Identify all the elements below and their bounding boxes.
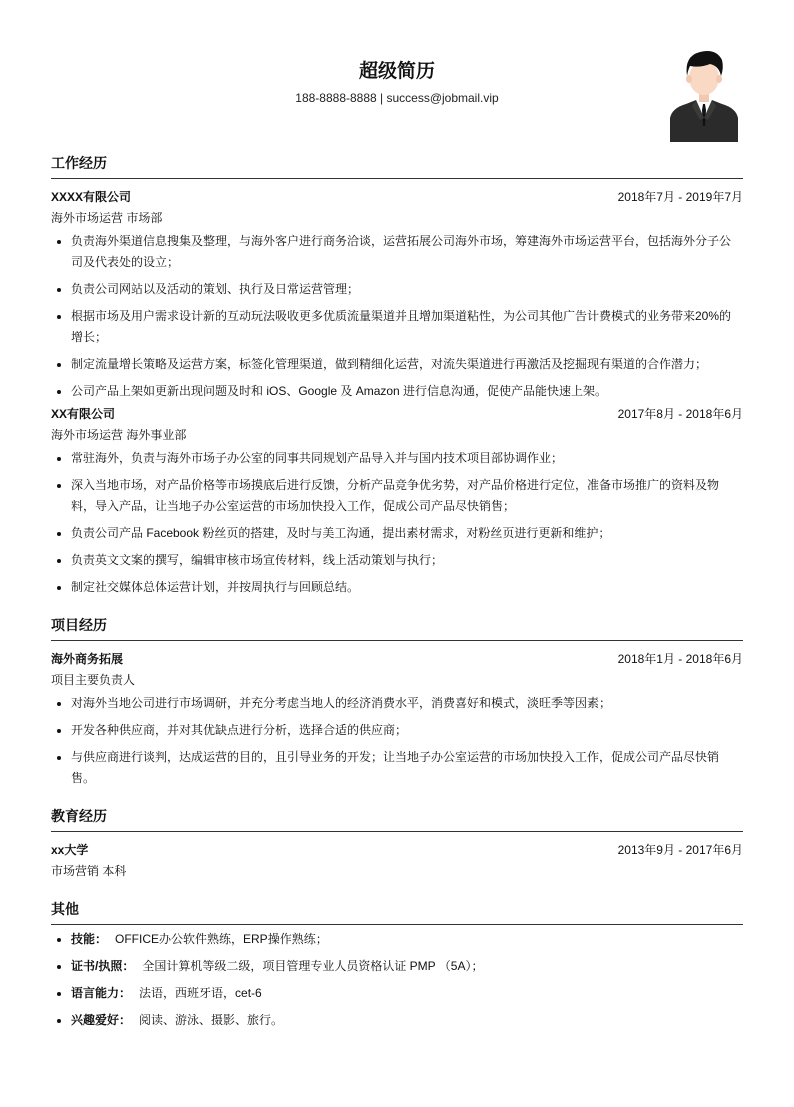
other-item-label: 技能： (71, 932, 108, 946)
other-item-skills (71, 929, 743, 950)
bullet-item: • 根据市场及用户需求设计新的互动玩法吸收更多优质流量渠道并且增加渠道粘性，为公司其他广告计费模式的业务带来20%的增长； (71, 306, 743, 348)
resume-header (51, 0, 743, 148)
education-section (51, 801, 743, 882)
entry-role: 海外市场运营 市场部 (51, 211, 163, 225)
other-item-value: 阅读、游泳、摄影、旅行。 (139, 1013, 284, 1027)
entry-date: 2013年9月 - 2017年6月 (617, 842, 743, 857)
entry-bullets (51, 448, 743, 598)
person-avatar-icon (670, 46, 738, 142)
other-item-label: 证书/执照： (71, 959, 135, 973)
other-item-value: 全国计算机等级二级，项目管理专业人员资格认证 PMP （5A）； (142, 959, 484, 973)
work-entry (51, 185, 743, 402)
other-list (51, 929, 743, 1031)
section-title-project: 项目经历 (51, 610, 743, 641)
entry-organization: XX有限公司 (51, 406, 116, 421)
project-entry (51, 647, 743, 789)
bullet-item: • 深入当地市场，对产品价格等市场摸底后进行反馈，分析产品竞争优劣势，对产品价格进行定位，准备市场推广的资料及物料，导入产品，让当地子办公室运营的市场加快投入工作，促成公司产品尽快销售； (71, 475, 743, 517)
other-item-label: 兴趣爱好： (71, 1013, 132, 1027)
bullet-item: • 与供应商进行谈判，达成运营的目的，且引导业务的开发；让当地子办公室运营的市场加快投入工作，促成公司产品尽快销售。 (71, 747, 743, 789)
bullet-item: • 对海外当地公司进行市场调研，并充分考虑当地人的经济消费水平，消费喜好和模式，淡旺季等因素； (71, 693, 743, 714)
education-entry (51, 838, 743, 882)
entry-date: 2017年8月 - 2018年6月 (617, 406, 743, 421)
entry-role: 海外市场运营 海外事业部 (51, 428, 187, 442)
section-title-other: 其他 (51, 894, 743, 925)
bullet-item: • 常驻海外，负责与海外市场子办公室的同事共同规划产品导入并与国内技术项目部协调作业； (71, 448, 743, 469)
other-item-languages (71, 983, 743, 1004)
work-entry (51, 402, 743, 598)
section-title-education: 教育经历 (51, 801, 743, 832)
entry-organization: xx大学 (51, 842, 89, 857)
bullet-item: • 制定社交媒体总体运营计划，并按周执行与回顾总结。 (71, 577, 743, 598)
entry-bullets (51, 693, 743, 789)
work-experience-section (51, 148, 743, 598)
entry-bullets (51, 231, 743, 402)
section-title-work: 工作经历 (51, 148, 743, 179)
other-item-label: 语言能力： (71, 986, 132, 1000)
resume-page (51, 0, 743, 1043)
bullet-item: • 负责公司网站以及活动的策划、执行及日常运营管理； (71, 279, 743, 300)
other-item-value: OFFICE办公软件熟练，ERP操作熟练； (115, 932, 328, 946)
entry-role: 市场营销 本科 (51, 864, 127, 878)
other-item-value: 法语，西班牙语，cet-6 (139, 986, 262, 1000)
bullet-item: • 负责公司产品 Facebook 粉丝页的搭建，及时与美工沟通，提出素材需求，对粉丝页进行更新和维护； (71, 523, 743, 544)
bullet-item: • 制定流量增长策略及运营方案，标签化管理渠道，做到精细化运营，对流失渠道进行再激活及挖掘现有渠道的合作潜力； (71, 354, 743, 375)
entry-organization: 海外商务拓展 (51, 651, 124, 666)
entry-date: 2018年1月 - 2018年6月 (617, 651, 743, 666)
bullet-item: • 负责英文文案的撰写，编辑审核市场宣传材料，线上活动策划与执行； (71, 550, 743, 571)
bullet-item: • 公司产品上架如更新出现问题及时和 iOS、Google 及 Amazon 进行信息沟通，促使产品能快速上架。 (71, 381, 743, 402)
other-item-certificates (71, 956, 743, 977)
resume-name: 超级简历 (358, 61, 435, 82)
contact-info: 188-8888-8888 | success@jobmail.vip (295, 91, 499, 105)
entry-date: 2018年7月 - 2019年7月 (617, 189, 743, 204)
bullet-item: • 开发各种供应商，并对其优缺点进行分析，选择合适的供应商； (71, 720, 743, 741)
project-experience-section (51, 610, 743, 789)
entry-role: 项目主要负责人 (51, 673, 136, 687)
other-item-hobbies (71, 1010, 743, 1031)
entry-organization: XXXX有限公司 (51, 189, 132, 204)
other-section (51, 894, 743, 1031)
bullet-item: • 负责海外渠道信息搜集及整理，与海外客户进行商务洽谈，运营拓展公司海外市场，筹建海外市场运营平台，包括海外分子公司及代表处的设立； (71, 231, 743, 273)
